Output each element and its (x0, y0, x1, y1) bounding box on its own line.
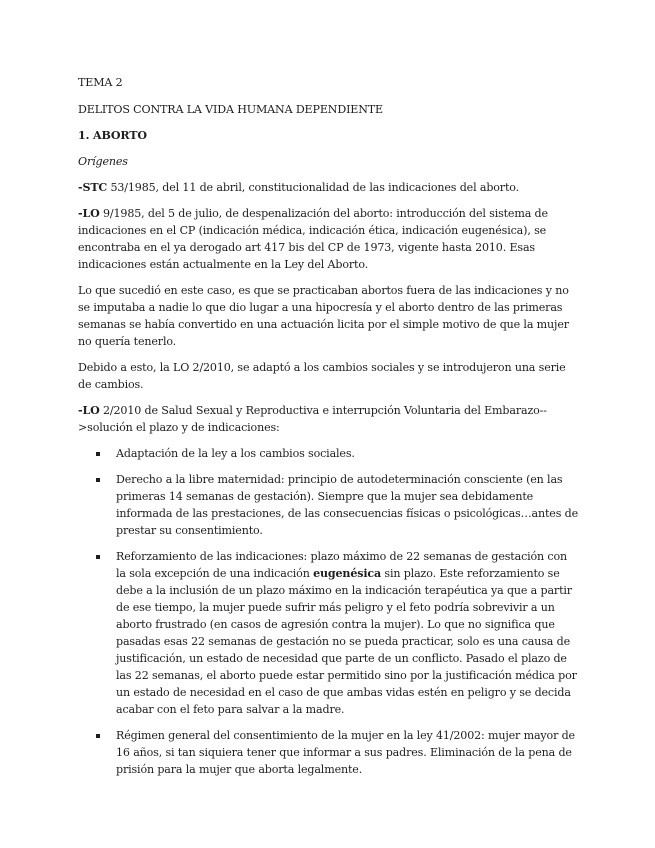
list-item (78, 471, 578, 539)
paragraph-text: 2/2010 de Salud Sexual y Reproductiva e interrupción Voluntaria del Embarazo-->solución el plazo y de indicaciones: (78, 404, 547, 434)
paragraph-lead: -LO (78, 404, 100, 417)
paragraph-lo-1985 (78, 205, 578, 273)
paragraph-text: 53/1985, del 11 de abril, constitucionalidad de las indicaciones del aborto. (107, 181, 519, 194)
list-item-text: Régimen general del consentimiento de la mujer en la ley 41/2002: mujer mayor de 16 años, si tan siquiera tener que informar a sus padres. Eliminación de la pena de prisión para la mujer que aborta legalmente. (116, 729, 575, 776)
section-heading: 1. ABORTO (78, 129, 147, 142)
bullet-square-icon (96, 734, 100, 738)
paragraph-lo-2010 (78, 402, 578, 436)
list-item-text: Derecho a la libre maternidad: principio de autodeterminación consciente (en las primeras 14 semanas de gestación). Siempre que la mujer sea debidamente informada de las prestaciones, de las consecuencias físicas o psicológicas…antes de prestar su consentimiento. (116, 473, 578, 537)
list-item (78, 548, 578, 718)
paragraph-text: 9/1985, del 5 de julio, de despenalización del aborto: introducción del sistema de indicaciones en el CP (indicación médica, indicación ética, indicación eugenésica), se encontraba en el ya derogado art 417 bis del CP de 1973, vigente hasta 2010. Esas indicaciones están actualmente en la Ley del Aborto. (78, 207, 548, 271)
list-item-text-after: sin plazo. Este reforzamiento se debe a la inclusión de un plazo máximo en la indicación terapéutica ya que a partir de ese tiempo, la mujer puede sufrir más peligro y el feto podría sobrevivir a un aborto frustrado (en casos de agresión contra la mujer). Lo que no significa que pasadas esas 22 semanas de gestación no se pueda practicar, solo es una causa de justificación, un estado de necesidad que parte de un conflicto. Pasado el plazo de las 22 semanas, el aborto puede estar permitido sino por la justificación médica por un estado de necesidad en el caso de que ambas vidas estén en peligro y se decida acabar con el feto para salvar a la madre. (116, 567, 577, 716)
list-item (78, 727, 578, 778)
indicaciones-list (78, 445, 578, 778)
bullet-square-icon (96, 478, 100, 482)
tema-label: TEMA 2 (78, 76, 123, 89)
document-page (78, 74, 578, 787)
paragraph-lead: -LO (78, 207, 100, 220)
list-item (78, 445, 578, 462)
paragraph-debido: Debido a esto, la LO 2/2010, se adaptó a los cambios sociales y se introdujeron una serie de cambios. (78, 361, 566, 391)
list-item-text: Adaptación de la ley a los cambios sociales. (116, 447, 355, 460)
bullet-square-icon (96, 555, 100, 559)
document-subject: DELITOS CONTRA LA VIDA HUMANA DEPENDIENTE (78, 103, 384, 116)
bullet-square-icon (96, 452, 100, 456)
paragraph-stc (78, 179, 578, 196)
list-item-text-before: Reforzamiento de las indicaciones: plazo máximo de 22 semanas de gestación con la sola excepción de una indicación (116, 550, 568, 580)
list-item-bold-term: eugenésica (313, 567, 382, 580)
paragraph-lead: -STC (78, 181, 108, 194)
paragraph-caso: Lo que sucedió en este caso, es que se practicaban abortos fuera de las indicaciones y no se imputaba a nadie lo que dio lugar a una hipocresía y el aborto dentro de las primeras semanas se había convertido en una actuación licita por el simple motivo de que la mujer no quería tenerlo. (78, 284, 569, 348)
subsection-heading: Orígenes (78, 155, 128, 168)
